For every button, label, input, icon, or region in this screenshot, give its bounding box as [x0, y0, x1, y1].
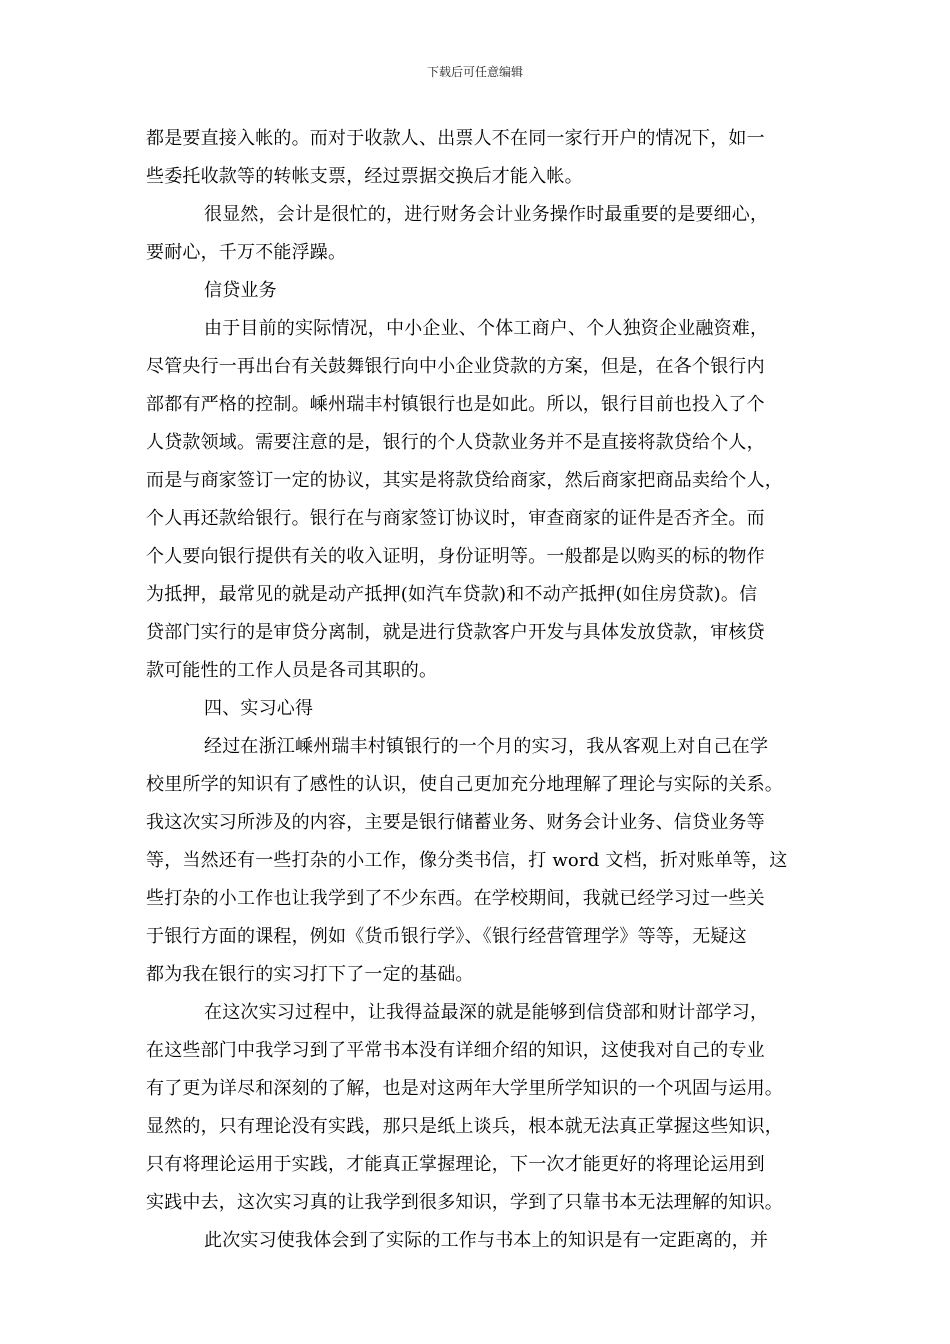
- text-line: 校里所学的知识有了感性的认识，使自己更加充分地理解了理论与实际的关系。: [146, 774, 783, 795]
- text-line: 四、实习心得: [204, 698, 314, 719]
- text-line: 人贷款领域。需要注意的是，银行的个人贷款业务并不是直接将款贷给个人，: [146, 432, 765, 453]
- text-line: 要耐心，千万不能浮躁。: [146, 242, 347, 263]
- text-line: 由于目前的实际情况，中小企业、个体工商户、个人独资企业融资难，: [204, 318, 769, 339]
- text-line: 都为我在银行的实习打下了一定的基础。: [146, 964, 474, 985]
- text-line: 信贷业务: [204, 280, 277, 301]
- page-header: 下载后可任意编辑: [426, 65, 523, 79]
- text-line: 款可能性的工作人员是各司其职的。: [146, 660, 438, 681]
- document-body: [146, 120, 818, 1260]
- text-line: 只有将理论运用于实践，才能真正掌握理论，下一次才能更好的将理论运用到: [146, 1154, 765, 1175]
- text-line: 部都有严格的控制。嵊州瑞丰村镇银行也是如此。所以，银行目前也投入了个: [146, 394, 765, 415]
- text-line: 在这些部门中我学习到了平常书本没有详细介绍的知识，这使我对自己的专业: [146, 1040, 765, 1061]
- text-line: 而是与商家签订一定的协议，其实是将款贷给商家，然后商家把商品卖给个人，: [146, 470, 783, 491]
- text-line: 经过在浙江嵊州瑞丰村镇银行的一个月的实习，我从客观上对自己在学: [204, 736, 769, 757]
- text-line: 为抵押，最常见的就是动产抵押(如汽车贷款)和不动产抵押(如住房贷款)。信: [146, 584, 758, 605]
- text-line: 些委托收款等的转帐支票，经过票据交换后才能入帐。: [146, 166, 583, 187]
- text-line: 在这次实习过程中，让我得益最深的就是能够到信贷部和财计部学习，: [204, 1002, 769, 1023]
- text-line: 等，当然还有一些打杂的小工作，像分类书信，打 word 文档，折对账单等，这: [146, 850, 788, 871]
- text-line: 个人要向银行提供有关的收入证明，身份证明等。一般都是以购买的标的物作: [146, 546, 765, 567]
- text-line: 尽管央行一再出台有关鼓舞银行向中小企业贷款的方案，但是，在各个银行内: [146, 356, 765, 377]
- text-line: 显然的，只有理论没有实践，那只是纸上谈兵，根本就无法真正掌握这些知识，: [146, 1116, 783, 1137]
- text-line: 实践中去，这次实习真的让我学到很多知识，学到了只靠书本无法理解的知识。: [146, 1192, 783, 1213]
- text-line: 都是要直接入帐的。而对于收款人、出票人不在同一家行开户的情况下，如一: [146, 128, 765, 149]
- text-line: 于银行方面的课程，例如《货币银行学》、《银行经营管理学》等等，无疑这: [146, 926, 747, 947]
- text-line: 个人再还款给银行。银行在与商家签订协议时，审查商家的证件是否齐全。而: [146, 508, 765, 529]
- text-line: 贷部门实行的是审贷分离制，就是进行贷款客户开发与具体发放贷款，审核贷: [146, 622, 765, 643]
- text-line: 有了更为详尽和深刻的了解，也是对这两年大学里所学知识的一个巩固与运用。: [146, 1078, 783, 1099]
- text-line: 此次实习使我体会到了实际的工作与书本上的知识是有一定距离的，并: [204, 1230, 769, 1251]
- text-line: 些打杂的小工作也让我学到了不少东西。在学校期间，我就已经学习过一些关: [146, 888, 765, 909]
- text-line: 很显然，会计是很忙的，进行财务会计业务操作时最重要的是要细心，: [204, 204, 769, 225]
- text-line: 我这次实习所涉及的内容，主要是银行储蓄业务、财务会计业务、信贷业务等: [146, 812, 765, 833]
